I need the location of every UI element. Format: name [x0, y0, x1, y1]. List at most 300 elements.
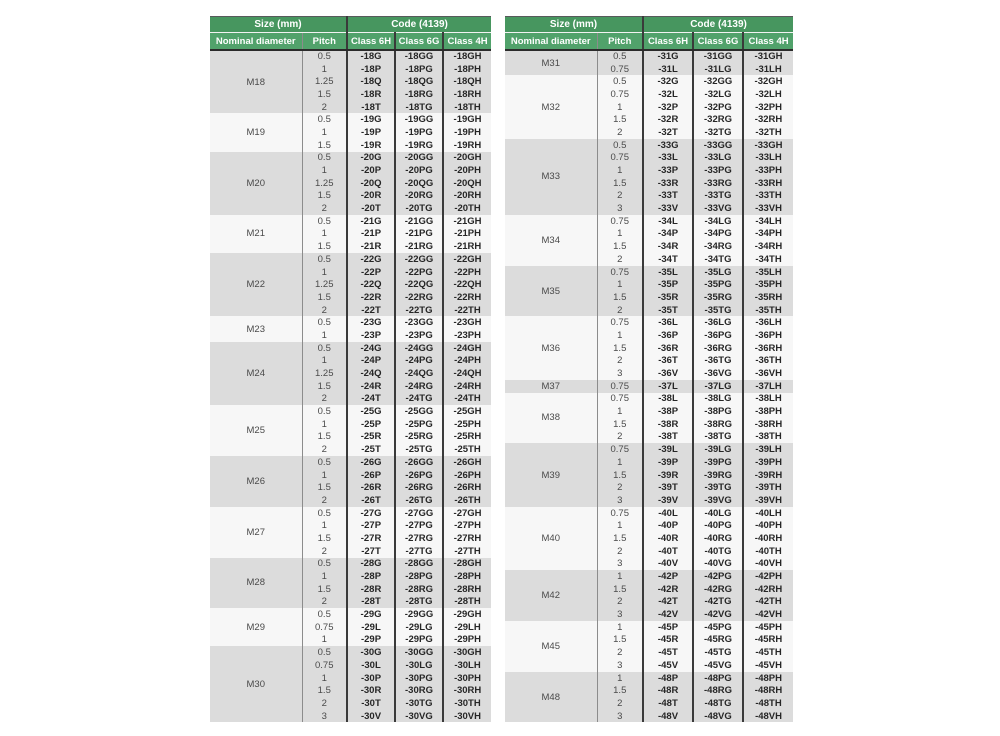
code-6h-cell: -30L — [347, 659, 395, 672]
code-4h-cell: -32GH — [754, 76, 783, 88]
pitch-cell: 2 — [597, 697, 643, 710]
code-4h-cell: -30LH — [454, 659, 481, 671]
diameter-cell: M26 — [246, 475, 265, 487]
code-6h-cell: -36L — [643, 316, 693, 329]
code-6g-cell: -36VG — [693, 367, 743, 380]
code-6h-cell: -33P — [643, 164, 693, 177]
code-6h-cell: -35R — [643, 291, 693, 304]
code-6h-cell: -24G — [347, 342, 395, 355]
code-6g-cell: -26RG — [395, 481, 443, 494]
code-6h-cell: -27T — [347, 545, 395, 558]
pitch-cell: 1.5 — [597, 532, 643, 545]
pitch-cell: 1 — [302, 266, 347, 279]
pitch-cell: 1 — [302, 329, 347, 342]
code-6h-cell: -32T — [643, 126, 693, 139]
code-6h-cell: -18R — [347, 88, 395, 101]
code-6g-cell: -33GG — [693, 139, 743, 152]
code-6g-cell: -26TG — [395, 494, 443, 507]
code-6h-cell: -35L — [643, 266, 693, 279]
code-6g-cell: -39RG — [693, 469, 743, 482]
diameter-cell: M20 — [246, 177, 265, 189]
pitch-cell: 1.5 — [597, 291, 643, 304]
code-6g-cell: -29PG — [395, 634, 443, 647]
code-4h-cell: -40RH — [754, 532, 783, 544]
code-4h-cell: -26GH — [453, 456, 482, 468]
pitch-cell: 0.5 — [302, 342, 347, 355]
code-4h-cell: -48VH — [755, 710, 782, 722]
diameter-cell: M19 — [246, 126, 265, 138]
code-6h-cell: -31L — [643, 63, 693, 76]
code-4h-cell: -32LH — [755, 88, 782, 100]
code-6g-cell: -48RG — [693, 684, 743, 697]
code-6h-cell: -34L — [643, 215, 693, 228]
code-6g-cell: -18QG — [395, 75, 443, 88]
code-4h-cell: -22PH — [454, 266, 481, 278]
pitch-cell: 1.5 — [597, 240, 643, 253]
pitch-cell: 2 — [302, 697, 347, 710]
code-6g-cell: -24GG — [395, 342, 443, 355]
code-4h-cell: -30PH — [454, 672, 481, 684]
table-row — [505, 443, 793, 456]
code-6h-cell: -40L — [643, 507, 693, 520]
pitch-cell: 0.75 — [597, 443, 643, 456]
diameter-cell: M25 — [246, 425, 265, 437]
code-6h-cell: -45R — [643, 634, 693, 647]
code-4h-cell: -26RH — [453, 482, 482, 494]
code-6g-cell: -33VG — [693, 202, 743, 215]
table-row — [505, 215, 793, 228]
pitch-cell: 3 — [597, 710, 643, 723]
pitch-cell: 2 — [597, 355, 643, 368]
code-6h-cell: -32P — [643, 101, 693, 114]
code-6h-cell: -21G — [347, 215, 395, 228]
code-4h-cell: -32RH — [754, 114, 783, 126]
code-6g-cell: -22QG — [395, 278, 443, 291]
code-group-header: Code (4139) — [643, 17, 793, 33]
code-6h-cell: -34R — [643, 240, 693, 253]
pitch-cell: 1.5 — [597, 634, 643, 647]
code-6g-cell: -29LG — [395, 621, 443, 634]
code-6g-cell: -20GG — [395, 152, 443, 165]
code-4h-cell: -48TH — [755, 697, 782, 709]
pitch-cell: 1 — [597, 621, 643, 634]
code-6g-cell: -27GG — [395, 507, 443, 520]
diameter-cell: M23 — [246, 323, 265, 335]
pitch-cell: 3 — [597, 494, 643, 507]
pitch-cell: 1 — [302, 126, 347, 139]
code-6g-cell: -19PG — [395, 126, 443, 139]
code-6g-cell: -34TG — [693, 253, 743, 266]
code-6g-cell: -35PG — [693, 278, 743, 291]
code-6h-cell: -42P — [643, 570, 693, 583]
code-6h-cell: -45P — [643, 621, 693, 634]
pitch-cell: 0.75 — [597, 63, 643, 76]
pitch-cell: 1.5 — [302, 240, 347, 253]
code-6g-cell: -36LG — [693, 316, 743, 329]
pitch-cell: 1.5 — [302, 88, 347, 101]
pitch-cell: 1 — [597, 570, 643, 583]
pitch-cell: 2 — [302, 596, 347, 609]
code-6h-cell: -25G — [347, 405, 395, 418]
code-6g-cell: -30GG — [395, 646, 443, 659]
code-6g-cell: -19GG — [395, 113, 443, 126]
code-6h-cell: -18Q — [347, 75, 395, 88]
code-4h-cell: -18GH — [453, 51, 482, 63]
code-6h-cell: -38R — [643, 418, 693, 431]
code-4h-cell: -27GH — [453, 507, 482, 519]
size-group-header: Size (mm) — [210, 17, 347, 33]
code-4h-cell: -39VH — [755, 494, 782, 506]
code-4h-cell: -34TH — [755, 253, 782, 265]
code-6h-cell: -29P — [347, 634, 395, 647]
code-4h-cell: -42TH — [755, 596, 782, 608]
pitch-cell: 2 — [302, 202, 347, 215]
group-header-row — [505, 17, 793, 33]
code-4h-cell: -27TH — [454, 545, 481, 557]
pitch-cell: 2 — [597, 596, 643, 609]
pitch-cell: 1 — [302, 63, 347, 76]
code-4h-cell: -22TH — [454, 304, 481, 316]
code-6h-cell: -45T — [643, 646, 693, 659]
code-4h-cell: -27PH — [454, 520, 481, 532]
col-header-class-4h: Class 4H — [443, 33, 491, 51]
col-header-nominal-diameter: Nominal diameter — [210, 33, 302, 51]
pitch-cell: 1 — [597, 101, 643, 114]
code-4h-cell: -24TH — [454, 393, 481, 405]
code-4h-cell: -25TH — [454, 444, 481, 456]
diameter-cell: M30 — [246, 678, 265, 690]
code-6h-cell: -22Q — [347, 278, 395, 291]
code-6h-cell: -45V — [643, 659, 693, 672]
code-6g-cell: -45PG — [693, 621, 743, 634]
code-6h-cell: -40T — [643, 545, 693, 558]
code-6h-cell: -42V — [643, 608, 693, 621]
diameter-cell: M36 — [541, 342, 560, 354]
code-6g-cell: -35RG — [693, 291, 743, 304]
code-6h-cell: -27R — [347, 532, 395, 545]
code-6g-cell: -22GG — [395, 253, 443, 266]
pitch-cell: 2 — [302, 545, 347, 558]
code-4h-cell: -26TH — [454, 494, 481, 506]
code-4h-cell: -30TH — [454, 697, 481, 709]
pitch-cell: 1 — [302, 570, 347, 583]
table-row — [210, 316, 491, 329]
code-6g-cell: -40LG — [693, 507, 743, 520]
pitch-cell: 1.5 — [302, 139, 347, 152]
table-body-right — [505, 50, 793, 722]
table-row — [210, 253, 491, 266]
code-6g-cell: -48PG — [693, 672, 743, 685]
code-6h-cell: -32R — [643, 113, 693, 126]
table-row — [210, 113, 491, 126]
column-header-row — [210, 33, 491, 51]
table-row — [505, 75, 793, 88]
code-6g-cell: -34LG — [693, 215, 743, 228]
pitch-cell: 0.5 — [302, 646, 347, 659]
code-6h-cell: -22T — [347, 304, 395, 317]
code-4h-cell: -33GH — [754, 139, 783, 151]
code-6h-cell: -24Q — [347, 367, 395, 380]
code-4h-cell: -40TH — [755, 545, 782, 557]
diameter-cell: M40 — [541, 532, 560, 544]
diameter-cell: M32 — [541, 101, 560, 113]
pitch-cell: 0.5 — [302, 253, 347, 266]
pitch-cell: 0.75 — [597, 266, 643, 279]
code-4h-cell: -18RH — [453, 88, 482, 100]
code-6g-cell: -45VG — [693, 659, 743, 672]
code-4h-cell: -35LH — [755, 266, 782, 278]
code-6g-cell: -39TG — [693, 481, 743, 494]
pitch-cell: 1 — [302, 164, 347, 177]
code-6h-cell: -40P — [643, 519, 693, 532]
pitch-cell: 0.75 — [597, 380, 643, 393]
table-row — [210, 608, 491, 621]
code-4h-cell: -32TH — [755, 126, 782, 138]
code-6g-cell: -24PG — [395, 355, 443, 368]
table-row — [210, 152, 491, 165]
code-6g-cell: -22PG — [395, 266, 443, 279]
code-6g-cell: -39PG — [693, 456, 743, 469]
diameter-cell: M37 — [541, 380, 560, 392]
code-6g-cell: -42VG — [693, 608, 743, 621]
code-4h-cell: -45PH — [755, 621, 782, 633]
diameter-cell: M24 — [246, 368, 265, 380]
code-6h-cell: -39T — [643, 481, 693, 494]
code-4h-cell: -25GH — [453, 406, 482, 418]
pitch-cell: 1 — [597, 228, 643, 241]
code-6h-cell: -48V — [643, 710, 693, 723]
code-6g-cell: -30PG — [395, 672, 443, 685]
pitch-cell: 0.5 — [302, 456, 347, 469]
pitch-cell: 3 — [597, 367, 643, 380]
code-4h-cell: -35RH — [754, 291, 783, 303]
code-6h-cell: -20G — [347, 152, 395, 165]
code-6g-cell: -36PG — [693, 329, 743, 342]
code-4h-cell: -22RH — [453, 291, 482, 303]
code-6h-cell: -39P — [643, 456, 693, 469]
pitch-cell: 1.5 — [597, 177, 643, 190]
code-6h-cell: -36R — [643, 342, 693, 355]
diameter-cell: M28 — [246, 577, 265, 589]
code-4h-cell: -19GH — [453, 114, 482, 126]
code-6h-cell: -20R — [347, 190, 395, 203]
code-6g-cell: -35LG — [693, 266, 743, 279]
pitch-cell: 3 — [597, 659, 643, 672]
pitch-cell: 2 — [597, 126, 643, 139]
pitch-cell: 1.5 — [597, 583, 643, 596]
code-6g-cell: -30RG — [395, 684, 443, 697]
pitch-cell: 1.25 — [302, 177, 347, 190]
col-header-pitch: Pitch — [597, 33, 643, 51]
diameter-cell: M38 — [541, 412, 560, 424]
code-6g-cell: -20PG — [395, 164, 443, 177]
pitch-cell: 2 — [597, 481, 643, 494]
code-4h-cell: -42RH — [754, 583, 783, 595]
code-6g-cell: -32PG — [693, 101, 743, 114]
pitch-cell: 0.75 — [597, 88, 643, 101]
table-row — [210, 456, 491, 469]
code-6g-cell: -20TG — [395, 202, 443, 215]
code-4h-cell: -31GH — [754, 51, 783, 63]
code-4h-cell: -24PH — [454, 355, 481, 367]
code-6h-cell: -25P — [347, 418, 395, 431]
code-4h-cell: -33VH — [755, 203, 782, 215]
pitch-cell: 1.5 — [597, 418, 643, 431]
pitch-cell: 3 — [597, 608, 643, 621]
code-4h-cell: -25PH — [454, 418, 481, 430]
code-4h-cell: -42PH — [755, 571, 782, 583]
code-4h-cell: -30GH — [453, 647, 482, 659]
pitch-cell: 0.5 — [302, 316, 347, 329]
code-6h-cell: -33R — [643, 177, 693, 190]
diameter-cell: M35 — [541, 285, 560, 297]
code-6h-cell: -36T — [643, 355, 693, 368]
table-row — [505, 672, 793, 685]
code-4h-cell: -40VH — [755, 558, 782, 570]
code-6h-cell: -30V — [347, 710, 395, 723]
diameter-cell: M18 — [246, 76, 265, 88]
code-4h-cell: -45TH — [755, 647, 782, 659]
pitch-cell: 0.75 — [302, 659, 347, 672]
diameter-cell: M45 — [541, 640, 560, 652]
code-4h-cell: -19PH — [454, 126, 481, 138]
code-6g-cell: -36TG — [693, 355, 743, 368]
code-6h-cell: -29L — [347, 621, 395, 634]
code-4h-cell: -40LH — [755, 507, 782, 519]
pitch-cell: 0.5 — [302, 113, 347, 126]
code-6h-cell: -18G — [347, 50, 395, 63]
code-6h-cell: -20P — [347, 164, 395, 177]
pitch-cell: 1.5 — [302, 431, 347, 444]
code-4h-cell: -30VH — [454, 710, 481, 722]
code-4h-cell: -23PH — [454, 329, 481, 341]
code-4h-cell: -48PH — [755, 672, 782, 684]
code-6g-cell: -22TG — [395, 304, 443, 317]
code-6h-cell: -38P — [643, 405, 693, 418]
code-6h-cell: -35P — [643, 278, 693, 291]
code-4h-cell: -31LH — [755, 63, 782, 75]
code-6g-cell: -27RG — [395, 532, 443, 545]
col-header-nominal-diameter: Nominal diameter — [505, 33, 597, 51]
code-4h-cell: -33TH — [755, 190, 782, 202]
pitch-cell: 0.5 — [302, 50, 347, 63]
code-4h-cell: -34LH — [755, 215, 782, 227]
code-6g-cell: -25RG — [395, 431, 443, 444]
code-6h-cell: -38T — [643, 431, 693, 444]
code-6h-cell: -20T — [347, 202, 395, 215]
code-6h-cell: -33T — [643, 190, 693, 203]
code-6h-cell: -35T — [643, 304, 693, 317]
code-6h-cell: -34T — [643, 253, 693, 266]
code-4h-cell: -21PH — [454, 228, 481, 240]
diameter-cell: M29 — [246, 621, 265, 633]
code-6h-cell: -42T — [643, 596, 693, 609]
diameter-cell: M39 — [541, 469, 560, 481]
code-4h-cell: -33PH — [755, 165, 782, 177]
code-6g-cell: -34PG — [693, 228, 743, 241]
code-4h-cell: -39RH — [754, 469, 783, 481]
code-6g-cell: -28TG — [395, 596, 443, 609]
code-6h-cell: -18P — [347, 63, 395, 76]
table-row — [505, 380, 793, 393]
pitch-cell: 2 — [302, 304, 347, 317]
code-6h-cell: -21P — [347, 228, 395, 241]
table-row — [210, 342, 491, 355]
pitch-cell: 1.25 — [302, 75, 347, 88]
thread-code-table-right — [505, 16, 793, 722]
code-6g-cell: -23GG — [395, 316, 443, 329]
code-6h-cell: -26P — [347, 469, 395, 482]
code-6g-cell: -23PG — [395, 329, 443, 342]
code-6g-cell: -33LG — [693, 152, 743, 165]
code-4h-cell: -32PH — [755, 101, 782, 113]
code-4h-cell: -18PH — [454, 63, 481, 75]
pitch-cell: 1.5 — [302, 684, 347, 697]
pitch-cell: 0.5 — [302, 507, 347, 520]
code-4h-cell: -36LH — [755, 317, 782, 329]
code-6g-cell: -40TG — [693, 545, 743, 558]
code-4h-cell: -35PH — [755, 279, 782, 291]
code-6g-cell: -38RG — [693, 418, 743, 431]
code-4h-cell: -36VH — [755, 368, 782, 380]
code-4h-cell: -20GH — [453, 152, 482, 164]
diameter-cell: M42 — [541, 590, 560, 602]
code-4h-cell: -34RH — [754, 241, 783, 253]
pitch-cell: 1 — [302, 228, 347, 241]
pitch-cell: 1 — [302, 418, 347, 431]
code-6g-cell: -32RG — [693, 113, 743, 126]
code-4h-cell: -28GH — [453, 558, 482, 570]
code-4h-cell: -36RH — [754, 342, 783, 354]
pitch-cell: 1.5 — [302, 532, 347, 545]
code-6g-cell: -48VG — [693, 710, 743, 723]
code-6h-cell: -22G — [347, 253, 395, 266]
code-6g-cell: -32TG — [693, 126, 743, 139]
code-6h-cell: -33V — [643, 202, 693, 215]
code-6h-cell: -39V — [643, 494, 693, 507]
code-4h-cell: -23GH — [453, 317, 482, 329]
pitch-cell: 1 — [597, 164, 643, 177]
table-body-left — [210, 50, 491, 722]
code-group-header: Code (4139) — [347, 17, 491, 33]
code-4h-cell: -33LH — [755, 152, 782, 164]
pitch-cell: 0.75 — [597, 215, 643, 228]
code-6h-cell: -18T — [347, 101, 395, 114]
code-6g-cell: -31GG — [693, 50, 743, 63]
code-6g-cell: -45RG — [693, 634, 743, 647]
code-6g-cell: -33PG — [693, 164, 743, 177]
code-6h-cell: -26T — [347, 494, 395, 507]
code-4h-cell: -28RH — [453, 583, 482, 595]
code-6h-cell: -39R — [643, 469, 693, 482]
table-row — [210, 507, 491, 520]
diameter-cell: M22 — [246, 279, 265, 291]
code-6h-cell: -36V — [643, 367, 693, 380]
diameter-cell: M21 — [246, 228, 265, 240]
pitch-cell: 1.5 — [302, 291, 347, 304]
code-6g-cell: -18TG — [395, 101, 443, 114]
code-6g-cell: -40RG — [693, 532, 743, 545]
code-6h-cell: -27G — [347, 507, 395, 520]
code-6g-cell: -42PG — [693, 570, 743, 583]
table-row — [505, 393, 793, 406]
code-6g-cell: -33RG — [693, 177, 743, 190]
code-6h-cell: -23P — [347, 329, 395, 342]
table-row — [505, 570, 793, 583]
pitch-cell: 1.5 — [302, 190, 347, 203]
table-row — [505, 621, 793, 634]
code-6g-cell: -32LG — [693, 88, 743, 101]
